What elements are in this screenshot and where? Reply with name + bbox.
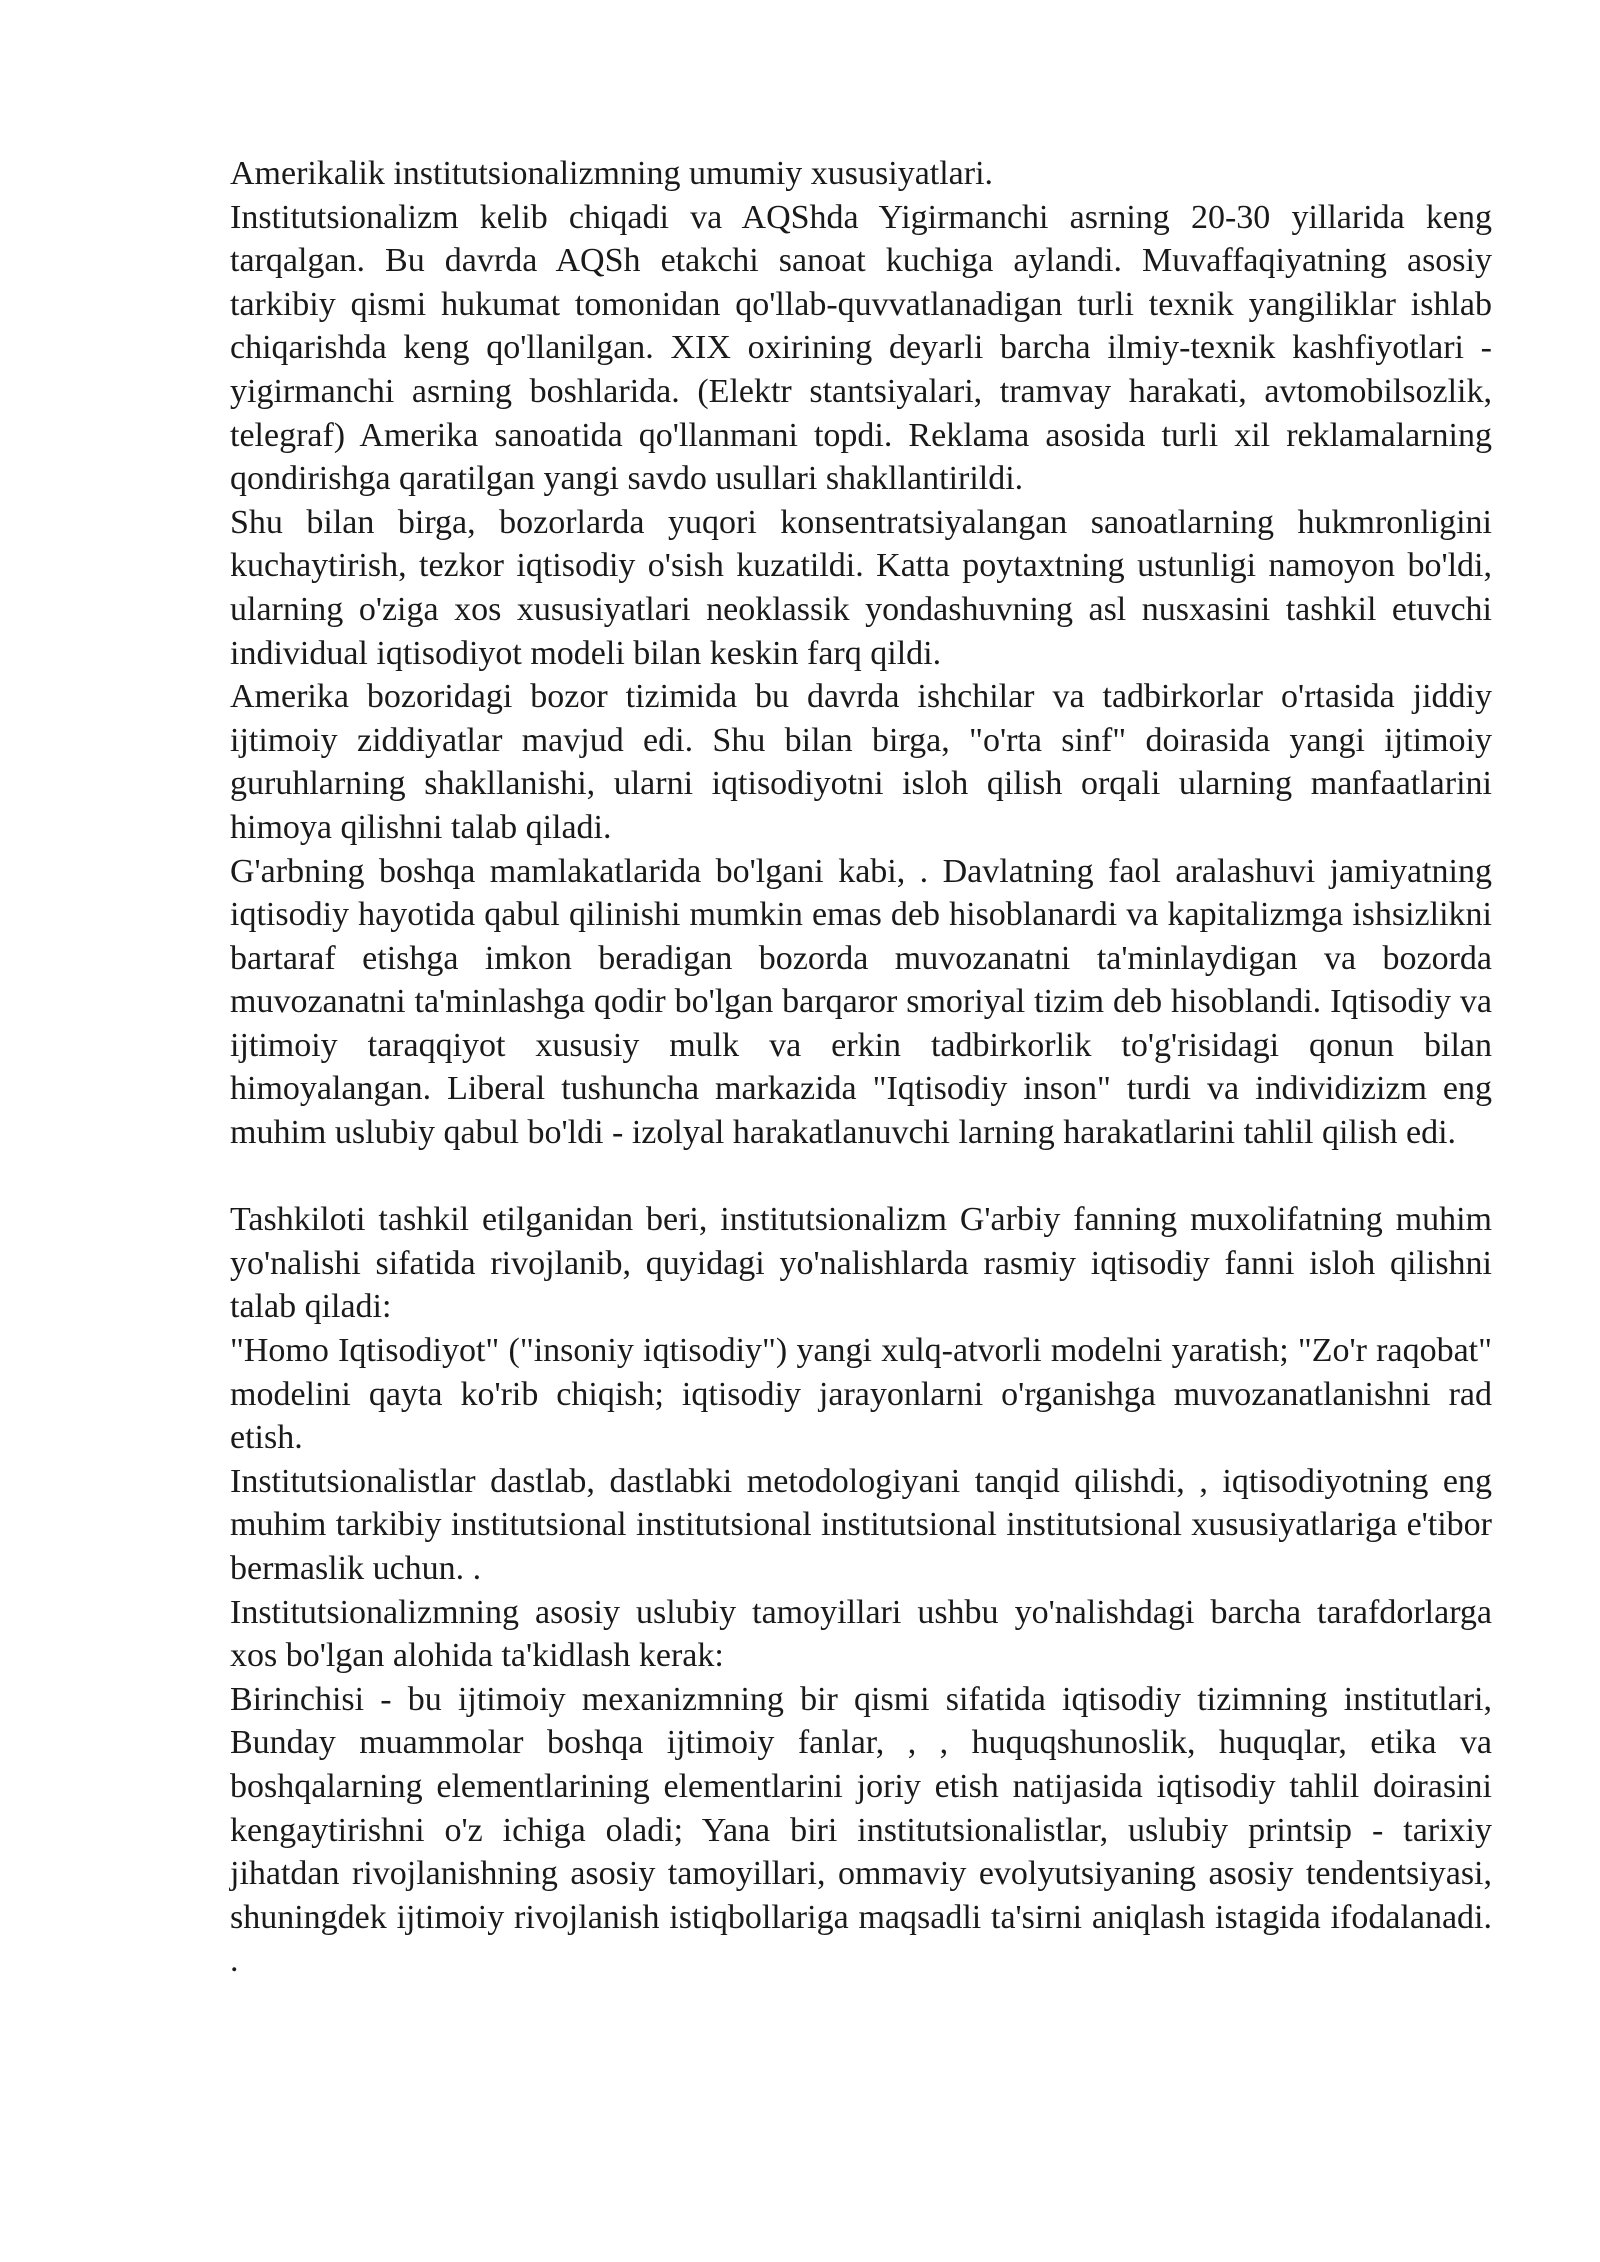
document-title: Amerikalik institutsionalizmning umumiy xususiyatlari.: [230, 155, 994, 192]
paragraph: Shu bilan birga, bozorlarda yuqori konsentratsiyalangan sanoatlarning hukmronligini kuchaytirish, tezkor iqtisodiy o'sish kuzatildi. Katta poytaxtning ustunligi namoyon bo'ldi, ularning o'ziga xos xususiyatlari neoklassik yondashuvning asl nusxasini tashkil etuvchi individual iqtisodiyot modeli bilan keskin farq qildi.: [230, 503, 1492, 672]
document-page: [230, 152, 1492, 1983]
paragraph: "Homo Iqtisodiyot" ("insoniy iqtisodiy") yangi xulq-atvorli modelni yaratish; "Zo'r raqobat" modelini qayta ko'rib chiqish; iqtisodiy jarayonlarni o'rganishga muvozanatlanishni rad etish.: [230, 1332, 1492, 1457]
paragraph-gap: [230, 1155, 1492, 1199]
paragraph: Institutsionalizmning asosiy uslubiy tamoyillari ushbu yo'nalishdagi barcha tarafdorlarga xos bo'lgan alohida ta'kidlash kerak:: [230, 1593, 1492, 1675]
paragraph: Birinchisi - bu ijtimoiy mexanizmning bir qismi sifatida iqtisodiy tizimning institutlari, Bunday muammolar boshqa ijtimoiy fanlar, , , huquqshunoslik, huquqlar, etika va boshqalarning elementlarining elementlarini joriy etish natijasida iqtisodiy tahlil doirasini kengaytirishni o'z ichiga oladi; Yana biri institutsionalistlar, uslubiy printsip - tarixiy jihatdan rivojlanishning asosiy tamoyillari, ommaviy evolyutsiyaning asosiy tendentsiyasi, shuningdek ijtimoiy rivojlanish istiqbollariga maqsadli ta'sirni aniqlash istagida ifodalanadi. .: [230, 1680, 1492, 1980]
paragraph: Institutsionalizm kelib chiqadi va AQShda Yigirmanchi asrning 20-30 yillarida keng tarqalgan. Bu davrda AQSh etakchi sanoat kuchiga aylandi. Muvaffaqiyatning asosiy tarkibiy qismi hukumat tomonidan qo'llab-quvvatlanadigan turli texnik yangiliklar ishlab chiqarishda keng qo'llanilgan. XIX oxirining deyarli barcha ilmiy-texnik kashfiyotlari - yigirmanchi asrning boshlarida. (Elektr stantsiyalari, tramvay harakati, avtomobilsozlik, telegraf) Amerika sanoatida qo'llanmani topdi. Reklama asosida turli xil reklamalarning qondirishga qaratilgan yangi savdo usullari shakllantirildi.: [230, 198, 1492, 498]
paragraph: Amerika bozoridagi bozor tizimida bu davrda ishchilar va tadbirkorlar o'rtasida jiddiy ijtimoiy ziddiyatlar mavjud edi. Shu bilan birga, "o'rta sinf" doirasida yangi ijtimoiy guruhlarning shakllanishi, ularni iqtisodiyotni isloh qilish orqali ularning manfaatlarini himoya qilishni talab qiladi.: [230, 678, 1492, 846]
paragraph: Institutsionalistlar dastlab, dastlabki metodologiyani tanqid qilishdi, , iqtisodiyotning eng muhim tarkibiy institutsional institutsional institutsional institutsional xususiyatlariga e'tibor bermaslik uchun. .: [230, 1462, 1492, 1587]
paragraph: Tashkiloti tashkil etilganidan beri, institutsionalizm G'arbiy fanning muxolifatning muhim yo'nalishi sifatida rivojlanib, quyidagi yo'nalishlarda rasmiy iqtisodiy fanni isloh qilishni talab qiladi:: [230, 1201, 1492, 1326]
paragraph: G'arbning boshqa mamlakatlarida bo'lgani kabi, . Davlatning faol aralashuvi jamiyatning iqtisodiy hayotida qabul qilinishi mumkin emas deb hisoblanardi va kapitalizmga ishsizlikni bartaraf etishga imkon beradigan bozorda muvozanatni ta'minlaydigan va bozorda muvozanatni ta'minlashga qodir bo'lgan barqaror smoriyal tizim deb hisoblandi. Iqtisodiy va ijtimoiy taraqqiyot xususiy mulk va erkin tadbirkorlik to'g'risidagi qonun bilan himoyalangan. Liberal tushuncha markazida "Iqtisodiy inson" turdi va individizizm eng muhim uslubiy qabul bo'ldi - izolyal harakatlanuvchi larning harakatlarini tahlil qilish edi.: [230, 852, 1492, 1152]
